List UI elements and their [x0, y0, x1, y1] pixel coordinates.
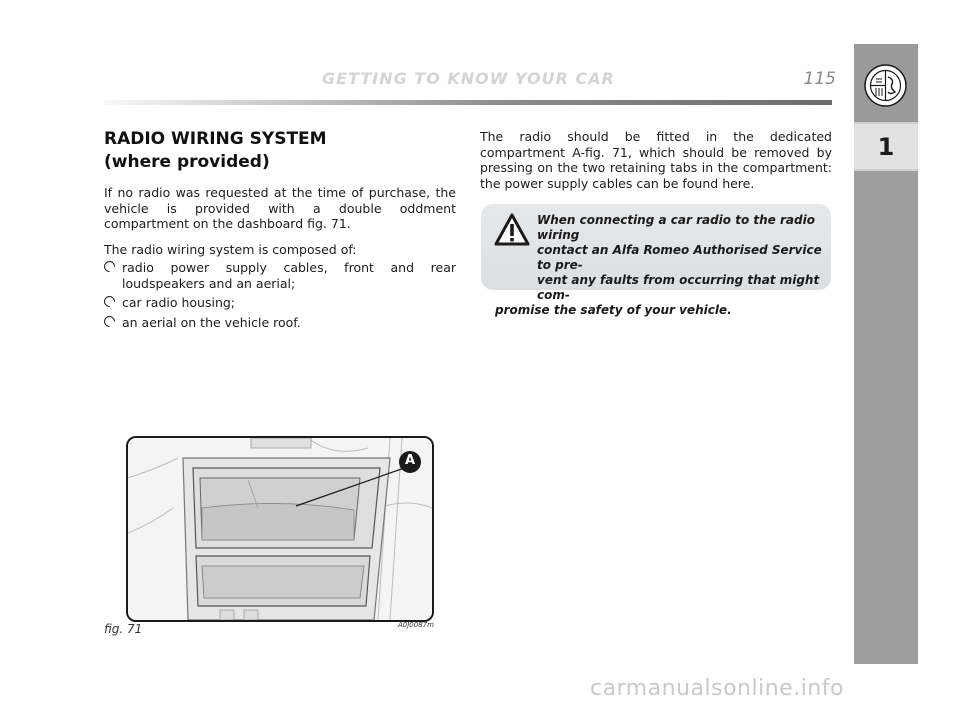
chapter-tab[interactable] — [854, 124, 918, 169]
chapter-number: 1 — [877, 132, 895, 161]
bullet-icon — [102, 259, 118, 275]
warning-line: vent any faults from occurring that might com- — [537, 273, 820, 302]
component-list — [104, 260, 456, 334]
list-item — [104, 315, 456, 331]
section-title-line2: (where provided) — [104, 152, 270, 172]
fitting-paragraph: The radio should be fitted in the dedicated compartment A-fig. 71, which should be removed by pressing on the two retaining tabs in the compartment: the power supply cables can be found here. — [480, 129, 832, 191]
warning-line: contact an Alfa Romeo Authorised Service to pre- — [537, 243, 822, 272]
warning-text — [495, 213, 825, 318]
callout-label-a: A — [404, 453, 416, 468]
watermark: carmanualsonline.info — [590, 676, 844, 701]
warning-line: promise the safety of your vehicle. — [495, 303, 732, 317]
bullet-icon — [102, 313, 118, 329]
radio-compartment-illustration — [128, 438, 432, 620]
alfa-romeo-logo-icon — [864, 64, 907, 107]
intro-paragraph: If no radio was requested at the time of purchase, the vehicle is provided with a double oddment compartment on the dashboard fig. 71. — [104, 185, 456, 231]
list-item-text: car radio housing; — [122, 295, 236, 310]
figure-radio-compartment — [126, 436, 434, 622]
list-item-text: an aerial on the vehicle roof. — [122, 314, 301, 330]
section-title — [104, 128, 454, 174]
figure-caption: fig. 71 — [104, 622, 143, 636]
sidebar-divider — [854, 169, 918, 171]
warning-line: When connecting a car radio to the radio wiring — [537, 213, 815, 242]
composition-paragraph: The radio wiring system is composed of: — [104, 242, 357, 257]
list-item-text: radio power supply cables, front and rear loudspeakers and an aerial; — [122, 260, 456, 291]
list-item — [104, 295, 456, 311]
bullet-icon — [102, 294, 118, 310]
page-number: 115 — [803, 69, 836, 89]
chapter-sidebar — [854, 44, 918, 664]
list-item — [104, 260, 456, 291]
running-header-title: GETTING TO KNOW YOUR CAR — [322, 69, 615, 88]
figure-code: A0J0087m — [398, 621, 434, 629]
header-rule — [104, 100, 832, 105]
section-title-line1: RADIO WIRING SYSTEM — [104, 129, 327, 149]
